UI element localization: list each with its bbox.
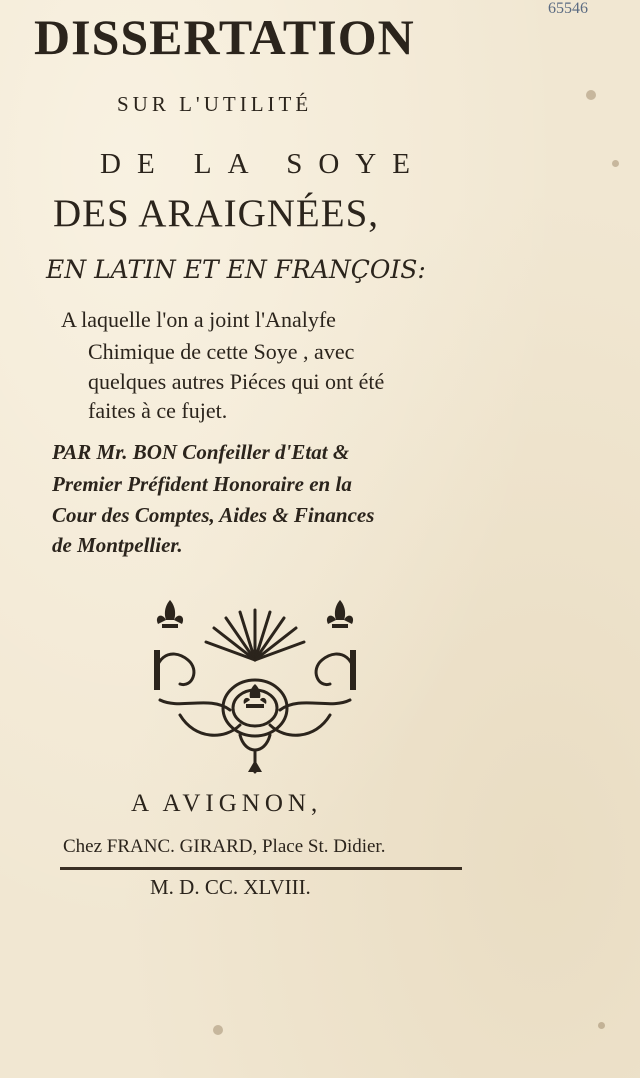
foxing-spot (586, 90, 596, 100)
place-of-publication: A AVIGNON, (131, 790, 323, 817)
shelfmark-note: 65546 (548, 0, 588, 17)
foxing-spot (612, 160, 619, 167)
publication-date: M. D. CC. XLVIII. (150, 875, 311, 899)
description-line: faites à ce fujet. (88, 398, 228, 423)
description-line: A laquelle l'on a joint l'Analyfe (61, 307, 336, 332)
subtitle-sur: SUR L'UTILITÉ (117, 92, 313, 116)
printer-line: Chez FRANC. GIRARD, Place St. Didier. (63, 836, 386, 857)
author-line: PAR Mr. BON Confeiller d'Etat & (52, 440, 350, 464)
imprint-rule (60, 867, 462, 870)
subtitle-des-araignees: DES ARAIGNÉES, (53, 192, 380, 235)
languages-line: EN LATIN ET EN FRANÇOIS: (46, 255, 426, 284)
printer-fleuron-ornament (140, 590, 370, 780)
author-line: Premier Préfident Honoraire en la (52, 472, 352, 496)
author-line: Cour des Comptes, Aides & Finances (52, 503, 375, 527)
description-line: Chimique de cette Soye , avec (88, 339, 355, 364)
author-line: de Montpellier. (52, 533, 183, 557)
page-title: DISSERTATION (34, 9, 415, 65)
foxing-spot (598, 1022, 605, 1029)
foxing-spot (213, 1025, 223, 1035)
subtitle-de-la-soye: DE LA SOYE (100, 148, 426, 180)
description-line: quelques autres Piéces qui ont été (88, 369, 385, 394)
